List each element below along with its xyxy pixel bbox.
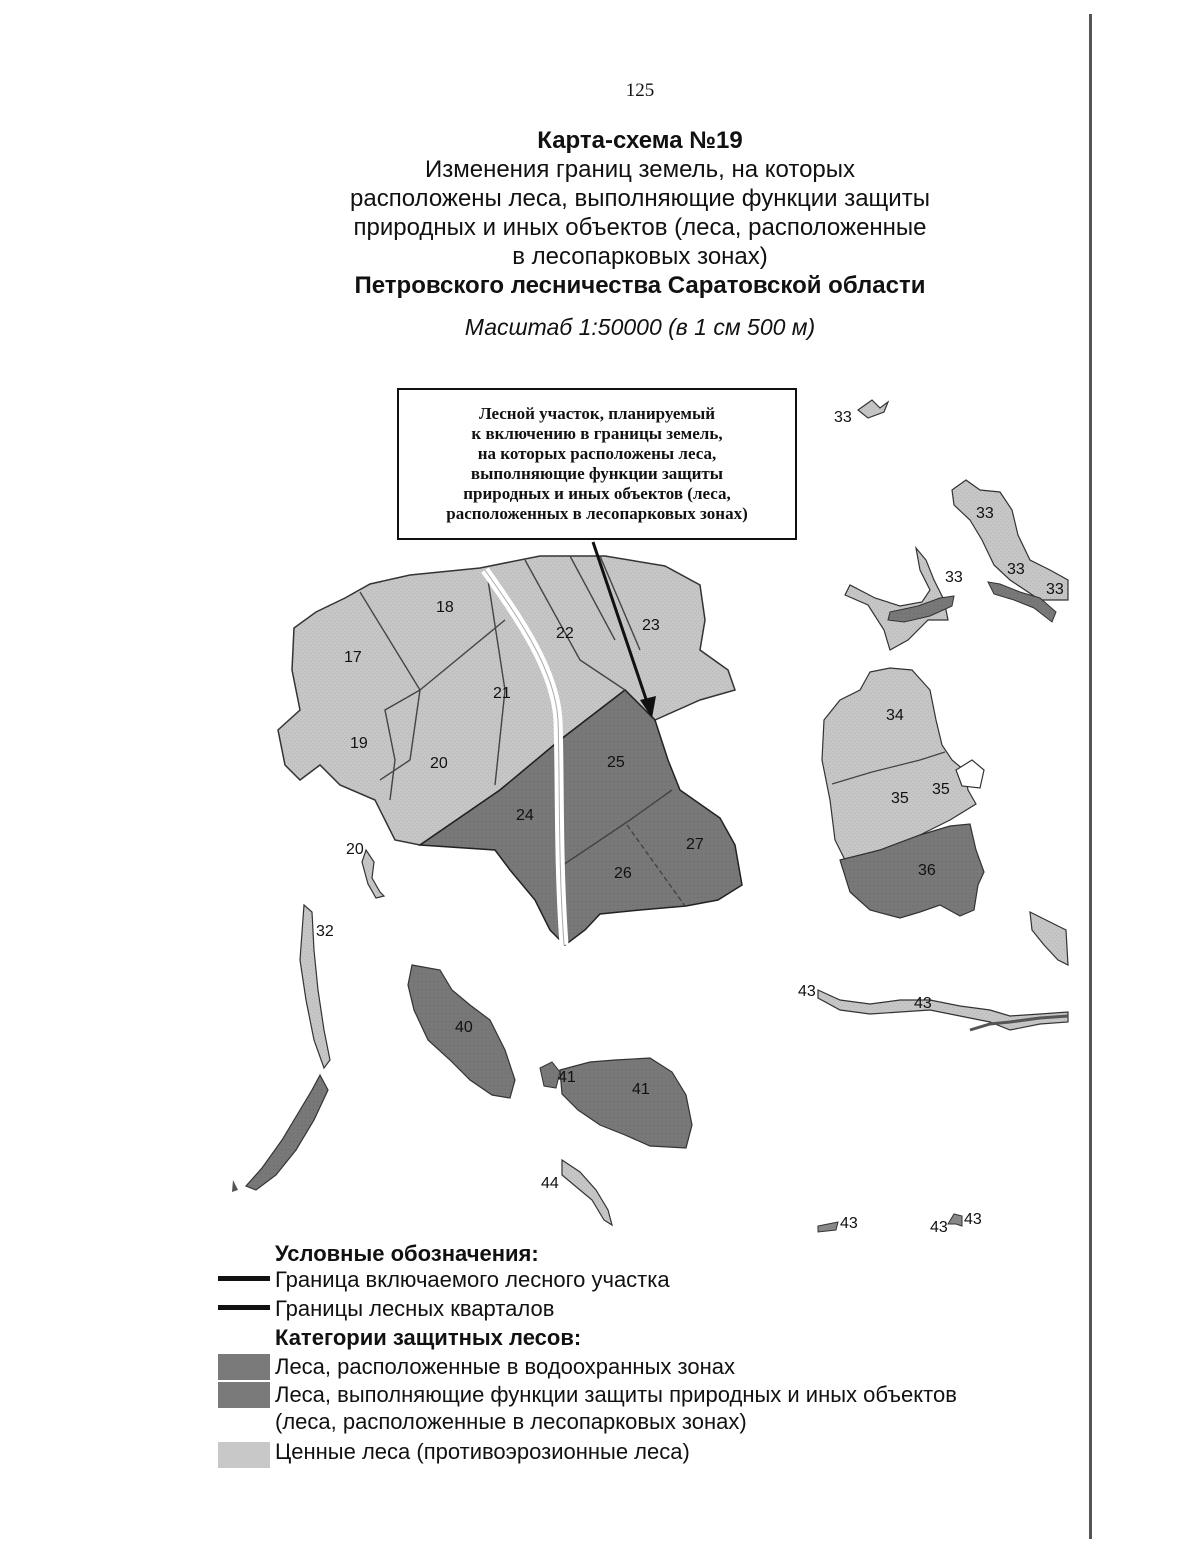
- quarter-label-22: 22: [556, 625, 574, 642]
- quarter-label-41b: 41: [632, 1081, 650, 1098]
- map-title: Карта-схема №19: [537, 127, 743, 154]
- parcel-33-west: [845, 548, 948, 650]
- map-scale: Масштаб 1:50000 (в 1 см 500 м): [464, 314, 816, 340]
- quarter-label-33c: 33: [945, 569, 963, 586]
- legend-protective-function-line-2: (леса, расположенные в лесопарковых зонах): [275, 1409, 747, 1434]
- quarter-label-43c: 43: [840, 1215, 858, 1232]
- callout-line-4: выполняющие функции защиты: [470, 464, 724, 483]
- parcel-41: [560, 1058, 692, 1148]
- quarter-label-33b: 33: [976, 505, 994, 522]
- callout-line-2: к включению в границы земель,: [471, 424, 723, 443]
- quarter-label-21: 21: [493, 685, 511, 702]
- quarter-label-20b: 20: [346, 841, 364, 858]
- quarter-label-43a: 43: [798, 983, 816, 1000]
- quarter-label-43b: 43: [914, 995, 932, 1012]
- callout-line-6: расположенных в лесопарковых зонах): [446, 504, 748, 523]
- legend-boundary-quarters-swatch: [218, 1305, 270, 1310]
- legend-valuable-swatch: [218, 1442, 270, 1468]
- legend-boundary-included: Граница включаемого лесного участка: [275, 1267, 670, 1292]
- quarter-label-18: 18: [436, 599, 454, 616]
- legend-protective-function-swatch: [218, 1382, 270, 1408]
- water-protection-strip-32: [246, 1075, 328, 1190]
- quarter-label-33a: 33: [834, 409, 852, 426]
- quarter-label-19: 19: [350, 735, 368, 752]
- legend-water-protection: Леса, расположенные в водоохранных зонах: [275, 1354, 735, 1379]
- map-subtitle-line-4: в лесопарковых зонах): [512, 243, 768, 270]
- parcel-43-small-a: [818, 1222, 838, 1232]
- quarter-label-33d: 33: [1007, 561, 1025, 578]
- legend-categories-heading: Категории защитных лесов:: [275, 1325, 582, 1350]
- parcel-41-small: [540, 1062, 560, 1088]
- water-protection-strip-43: [818, 990, 1068, 1030]
- quarter-label-43e: 43: [964, 1211, 982, 1228]
- page-number: 125: [625, 80, 655, 101]
- quarter-label-43d: 43: [930, 1219, 948, 1236]
- legend-water-protection-swatch: [218, 1354, 270, 1380]
- quarter-label-34: 34: [886, 707, 904, 724]
- callout-box: [397, 388, 797, 540]
- parcel-44: [562, 1160, 612, 1225]
- map-subtitle-line-3: природных и иных объектов (леса, расположенные: [353, 214, 927, 241]
- quarter-label-23: 23: [642, 617, 660, 634]
- parcel-20-small: [362, 850, 384, 898]
- legend-boundary-quarters: Границы лесных кварталов: [275, 1296, 555, 1321]
- quarter-label-17: 17: [344, 649, 362, 666]
- map-subtitle-line-2: расположены леса, выполняющие функции защиты: [350, 185, 930, 212]
- quarter-label-40: 40: [455, 1019, 473, 1036]
- quarter-label-33e: 33: [1046, 581, 1064, 598]
- forestry-name: Петровского лесничества Саратовской области: [354, 272, 926, 299]
- parcel-43-small-b: [948, 1214, 962, 1226]
- callout-line-5: природных и иных объектов (леса,: [463, 484, 731, 503]
- quarter-label-36: 36: [918, 862, 936, 879]
- legend-boundary-included-swatch: [218, 1276, 270, 1281]
- quarter-label-20: 20: [430, 755, 448, 772]
- quarter-label-26: 26: [614, 865, 632, 882]
- quarter-label-35a: 35: [891, 790, 909, 807]
- quarter-label-44: 44: [541, 1175, 559, 1192]
- quarter-label-41a: 41: [558, 1069, 576, 1086]
- callout-line-1: Лесной участок, планируемый: [478, 404, 716, 423]
- quarter-label-24: 24: [516, 807, 534, 824]
- parcel-east-edge: [1030, 912, 1068, 965]
- quarter-label-35b: 35: [932, 781, 950, 798]
- quarter-label-25: 25: [607, 754, 625, 771]
- legend-protective-function-line-1: Леса, выполняющие функции защиты природных и иных объектов: [275, 1382, 957, 1407]
- map-subtitle-line-1: Изменения границ земель, на которых: [424, 156, 856, 183]
- quarter-label-27: 27: [686, 836, 704, 853]
- parcel-33-top: [858, 400, 888, 418]
- legend-heading: Условные обозначения:: [275, 1241, 539, 1266]
- callout-line-3: на которых расположены леса,: [477, 444, 717, 463]
- legend-valuable: Ценные леса (противоэрозионные леса): [275, 1439, 690, 1464]
- quarter-label-32: 32: [316, 923, 334, 940]
